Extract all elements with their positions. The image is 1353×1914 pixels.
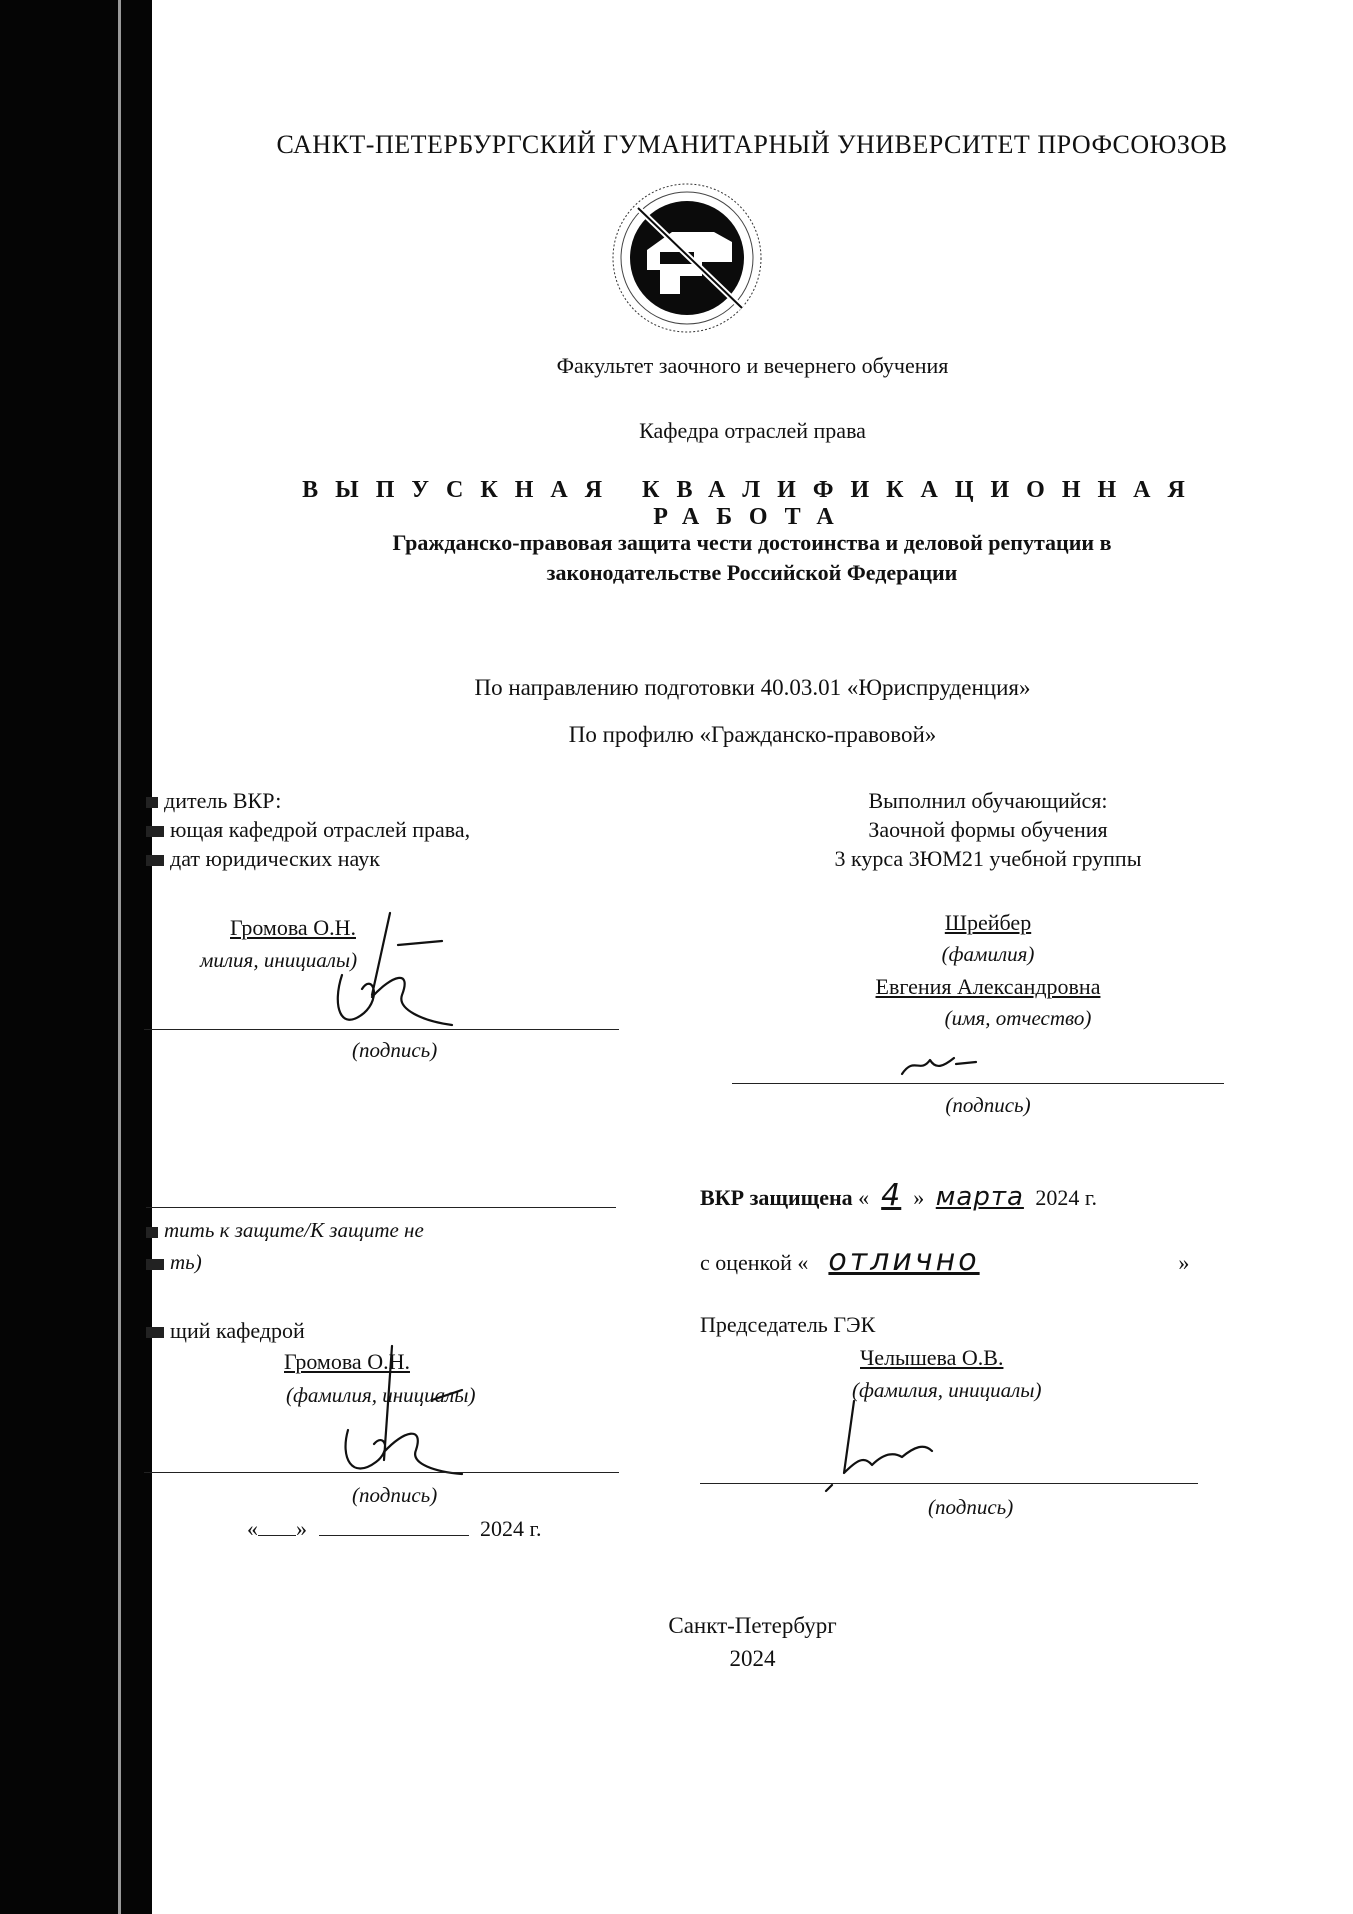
footer-year: 2024 [729, 1646, 776, 1671]
student-line2: Заочной формы обучения [868, 817, 1108, 842]
gek-signature [812, 1395, 962, 1505]
head-date-day [258, 1535, 296, 1536]
supervisor-signature [302, 905, 462, 1045]
work-title-line1: Гражданско-правовая защита чести достоинства и деловой репутации в [392, 530, 1112, 555]
faculty: Факультет заочного и вечернего обучения [556, 353, 949, 378]
head-signature-line [144, 1472, 619, 1473]
supervisor-line3: дат юридических наук [170, 846, 380, 871]
head-signature [312, 1340, 482, 1490]
student-given-caption: (имя, отчество) [944, 1006, 1092, 1030]
supervisor-block [146, 786, 470, 873]
supervisor-name-caption: милия, инициалы) [200, 948, 358, 972]
supervisor-name: Громова О.Н. [230, 915, 356, 940]
grade-line [700, 1243, 1190, 1278]
admission-line2: ть) [170, 1250, 202, 1274]
defense-year: 2024 г. [1035, 1185, 1097, 1210]
defense-quote-close: » [913, 1185, 925, 1210]
head-role: щий кафедрой [170, 1318, 305, 1343]
head-signature-caption: (подпись) [352, 1483, 438, 1507]
head-role-line [146, 1316, 305, 1345]
head-name: Громова О.Н. [284, 1349, 410, 1374]
supervisor-line2: ющая кафедрой отраслей права, [170, 817, 471, 842]
grade-label: с оценкой « [700, 1250, 809, 1275]
work-title-line2: законодательстве Российской Федерации [546, 560, 958, 585]
work-title [212, 528, 1292, 588]
scan-edge [0, 0, 152, 1914]
supervisor-signature-line [144, 1029, 619, 1030]
work-type: ВЫПУСКНАЯ КВАЛИФИКАЦИОННАЯ РАБОТА [302, 477, 1202, 530]
redaction-blot [146, 855, 164, 866]
supervisor-line1: дитель ВКР: [164, 788, 282, 813]
student-line1: Выполнил обучающийся: [868, 788, 1108, 813]
redaction-blot [146, 826, 164, 837]
head-date [247, 1514, 542, 1543]
grade-close: » [1178, 1250, 1190, 1275]
head-date-open: « [247, 1516, 258, 1541]
redaction-blot [146, 1259, 164, 1270]
student-block [768, 786, 1208, 873]
defense-day: 4 [881, 1178, 902, 1213]
department: Кафедра отраслей права [639, 418, 866, 443]
supervisor-signature-caption: (подпись) [352, 1038, 438, 1062]
defense-line [700, 1178, 1097, 1213]
gek-signature-line [700, 1483, 1198, 1484]
university-name: САНКТ-ПЕТЕРБУРГСКИЙ ГУМАНИТАРНЫЙ УНИВЕРСИТЕТ ПРОФСОЮЗОВ [276, 130, 1228, 159]
student-line3: 3 курса 3ЮМ21 учебной группы [834, 846, 1142, 871]
head-name-caption: (фамилия, инициалы) [286, 1383, 476, 1407]
gek-role: Председатель ГЭК [700, 1312, 876, 1337]
student-surname-caption: (фамилия) [941, 942, 1035, 966]
admission-line [146, 1207, 616, 1208]
title-page [152, 0, 1353, 1914]
study-profile: По профилю «Гражданско-правовой» [568, 722, 937, 747]
defense-label: ВКР защищена [700, 1185, 853, 1210]
admission-line1: тить к защите/К защите не [164, 1218, 424, 1242]
student-signature-line [732, 1083, 1224, 1084]
study-direction: По направлению подготовки 40.03.01 «Юриспруденция» [474, 675, 1031, 700]
defense-quote-open: « [858, 1185, 870, 1210]
footer-city: Санкт-Петербург [668, 1613, 837, 1638]
redaction-blot [146, 1327, 164, 1338]
admission-decision [146, 1216, 424, 1245]
gek-name-caption: (фамилия, инициалы) [852, 1378, 1042, 1402]
defense-month: марта [935, 1182, 1024, 1212]
scan-streak [118, 0, 121, 1914]
gek-signature-caption: (подпись) [928, 1495, 1014, 1519]
head-date-month [319, 1535, 469, 1536]
redaction-blot [146, 797, 158, 808]
grade-value: отлично [828, 1243, 980, 1278]
student-signature-caption: (подпись) [945, 1093, 1031, 1117]
university-logo-icon [602, 180, 772, 340]
student-surname: Шрейбер [944, 910, 1032, 935]
head-date-close: » [296, 1516, 307, 1541]
student-signature [896, 1044, 986, 1084]
head-date-year: 2024 г. [480, 1516, 542, 1541]
student-given-names: Евгения Александровна [875, 974, 1101, 999]
admission-decision-cont [146, 1248, 202, 1277]
redaction-blot [146, 1227, 158, 1238]
gek-name: Челышева О.В. [860, 1345, 1004, 1370]
